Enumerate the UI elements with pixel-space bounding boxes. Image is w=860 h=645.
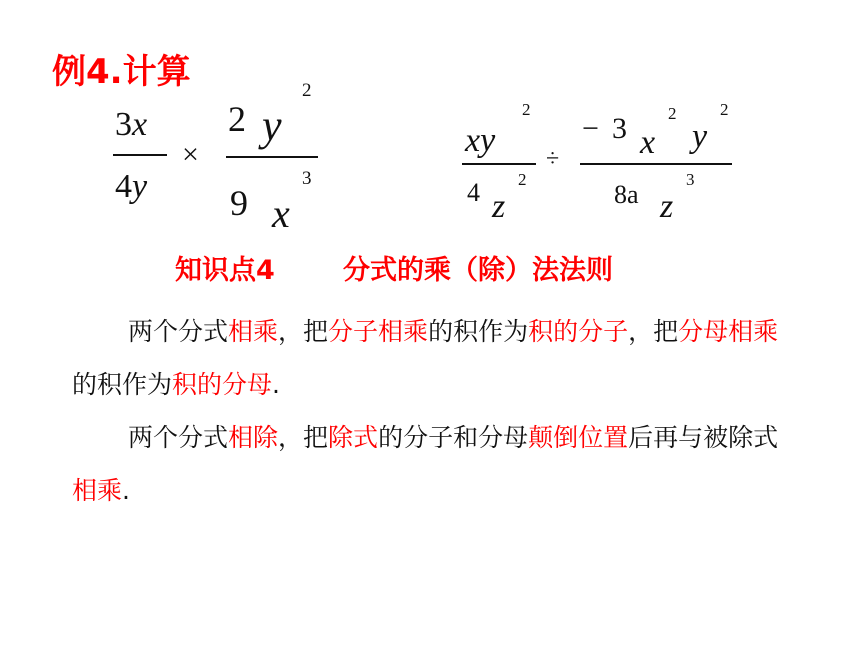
fraction-bar <box>226 156 318 158</box>
rule-text: . <box>122 476 130 505</box>
fraction-4-numerator-exp-x: 2 <box>668 104 677 123</box>
rule-keyword: 相乘 <box>228 317 279 346</box>
fraction-2-denominator-exp: 3 <box>302 168 312 189</box>
rule-text: ，把 <box>278 423 329 452</box>
coefficient: 4 <box>115 168 132 205</box>
fraction-3-denominator-var: z <box>492 188 506 225</box>
fraction-1-denominator <box>115 168 147 206</box>
fraction-1-numerator <box>115 106 147 144</box>
coefficient: 3 <box>115 106 132 143</box>
fraction-2-numerator-exp: 2 <box>302 80 312 101</box>
fraction-4-numerator-sign: − <box>582 112 599 145</box>
rule-keyword: 积的分母 <box>172 370 273 399</box>
fraction-4-denominator-var: z <box>660 188 674 225</box>
rule-keyword: 分母相乘 <box>678 317 779 346</box>
fraction-4-denominator-coef: 8a <box>614 180 639 209</box>
rule-keyword: 相除 <box>228 423 279 452</box>
fraction-3-denominator-exp: 2 <box>518 170 527 189</box>
rule-keyword: 积的分子 <box>528 317 629 346</box>
rule-text: 的积作为 <box>428 317 529 346</box>
fraction-bar <box>462 163 536 165</box>
rule-text: 两个分式 <box>128 317 229 346</box>
fraction-bar <box>580 163 732 165</box>
rule-text: 的积作为 <box>72 370 173 399</box>
rule-keyword: 颠倒位置 <box>528 423 629 452</box>
fraction-3-numerator-var: xy <box>465 122 496 159</box>
rule-multiplication <box>72 305 792 411</box>
fraction-3-denominator-coef: 4 <box>467 178 480 207</box>
variable: x <box>132 106 148 143</box>
fraction-2-numerator-coef: 2 <box>228 99 246 139</box>
rule-text: ，把 <box>278 317 329 346</box>
fraction-3-numerator-exp: 2 <box>522 100 531 119</box>
multiply-sign: × <box>182 138 199 171</box>
rule-text: . <box>272 370 280 399</box>
rule-division <box>72 411 792 517</box>
variable: y <box>132 168 148 205</box>
rule-keyword: 除式 <box>328 423 379 452</box>
fraction-bar <box>113 154 167 156</box>
fraction-4-denominator-exp: 3 <box>686 170 695 189</box>
rule-text: 两个分式 <box>128 423 229 452</box>
fraction-2-numerator-var: y <box>262 101 282 150</box>
fraction-4-numerator-coef: 3 <box>612 112 627 145</box>
knowledge-point-label: 知识点4 <box>175 255 275 286</box>
rule-text: ，把 <box>628 317 679 346</box>
rule-keyword: 分子相乘 <box>328 317 429 346</box>
fraction-4-numerator-var-x: x <box>640 124 656 161</box>
fraction-4-numerator-var-y: y <box>692 118 708 155</box>
rule-text: 后再与被除式 <box>628 423 779 452</box>
divide-sign: ÷ <box>546 146 560 172</box>
example-title: 例4.计算 <box>52 52 191 92</box>
fraction-4-numerator-exp-y: 2 <box>720 100 729 119</box>
fraction-2-denominator-coef: 9 <box>230 183 248 223</box>
fraction-2-denominator-var: x <box>272 191 290 236</box>
knowledge-point-title: 分式的乘（除）法法则 <box>343 255 613 286</box>
rule-keyword: 相乘 <box>72 476 123 505</box>
rule-text: 的分子和分母 <box>378 423 529 452</box>
